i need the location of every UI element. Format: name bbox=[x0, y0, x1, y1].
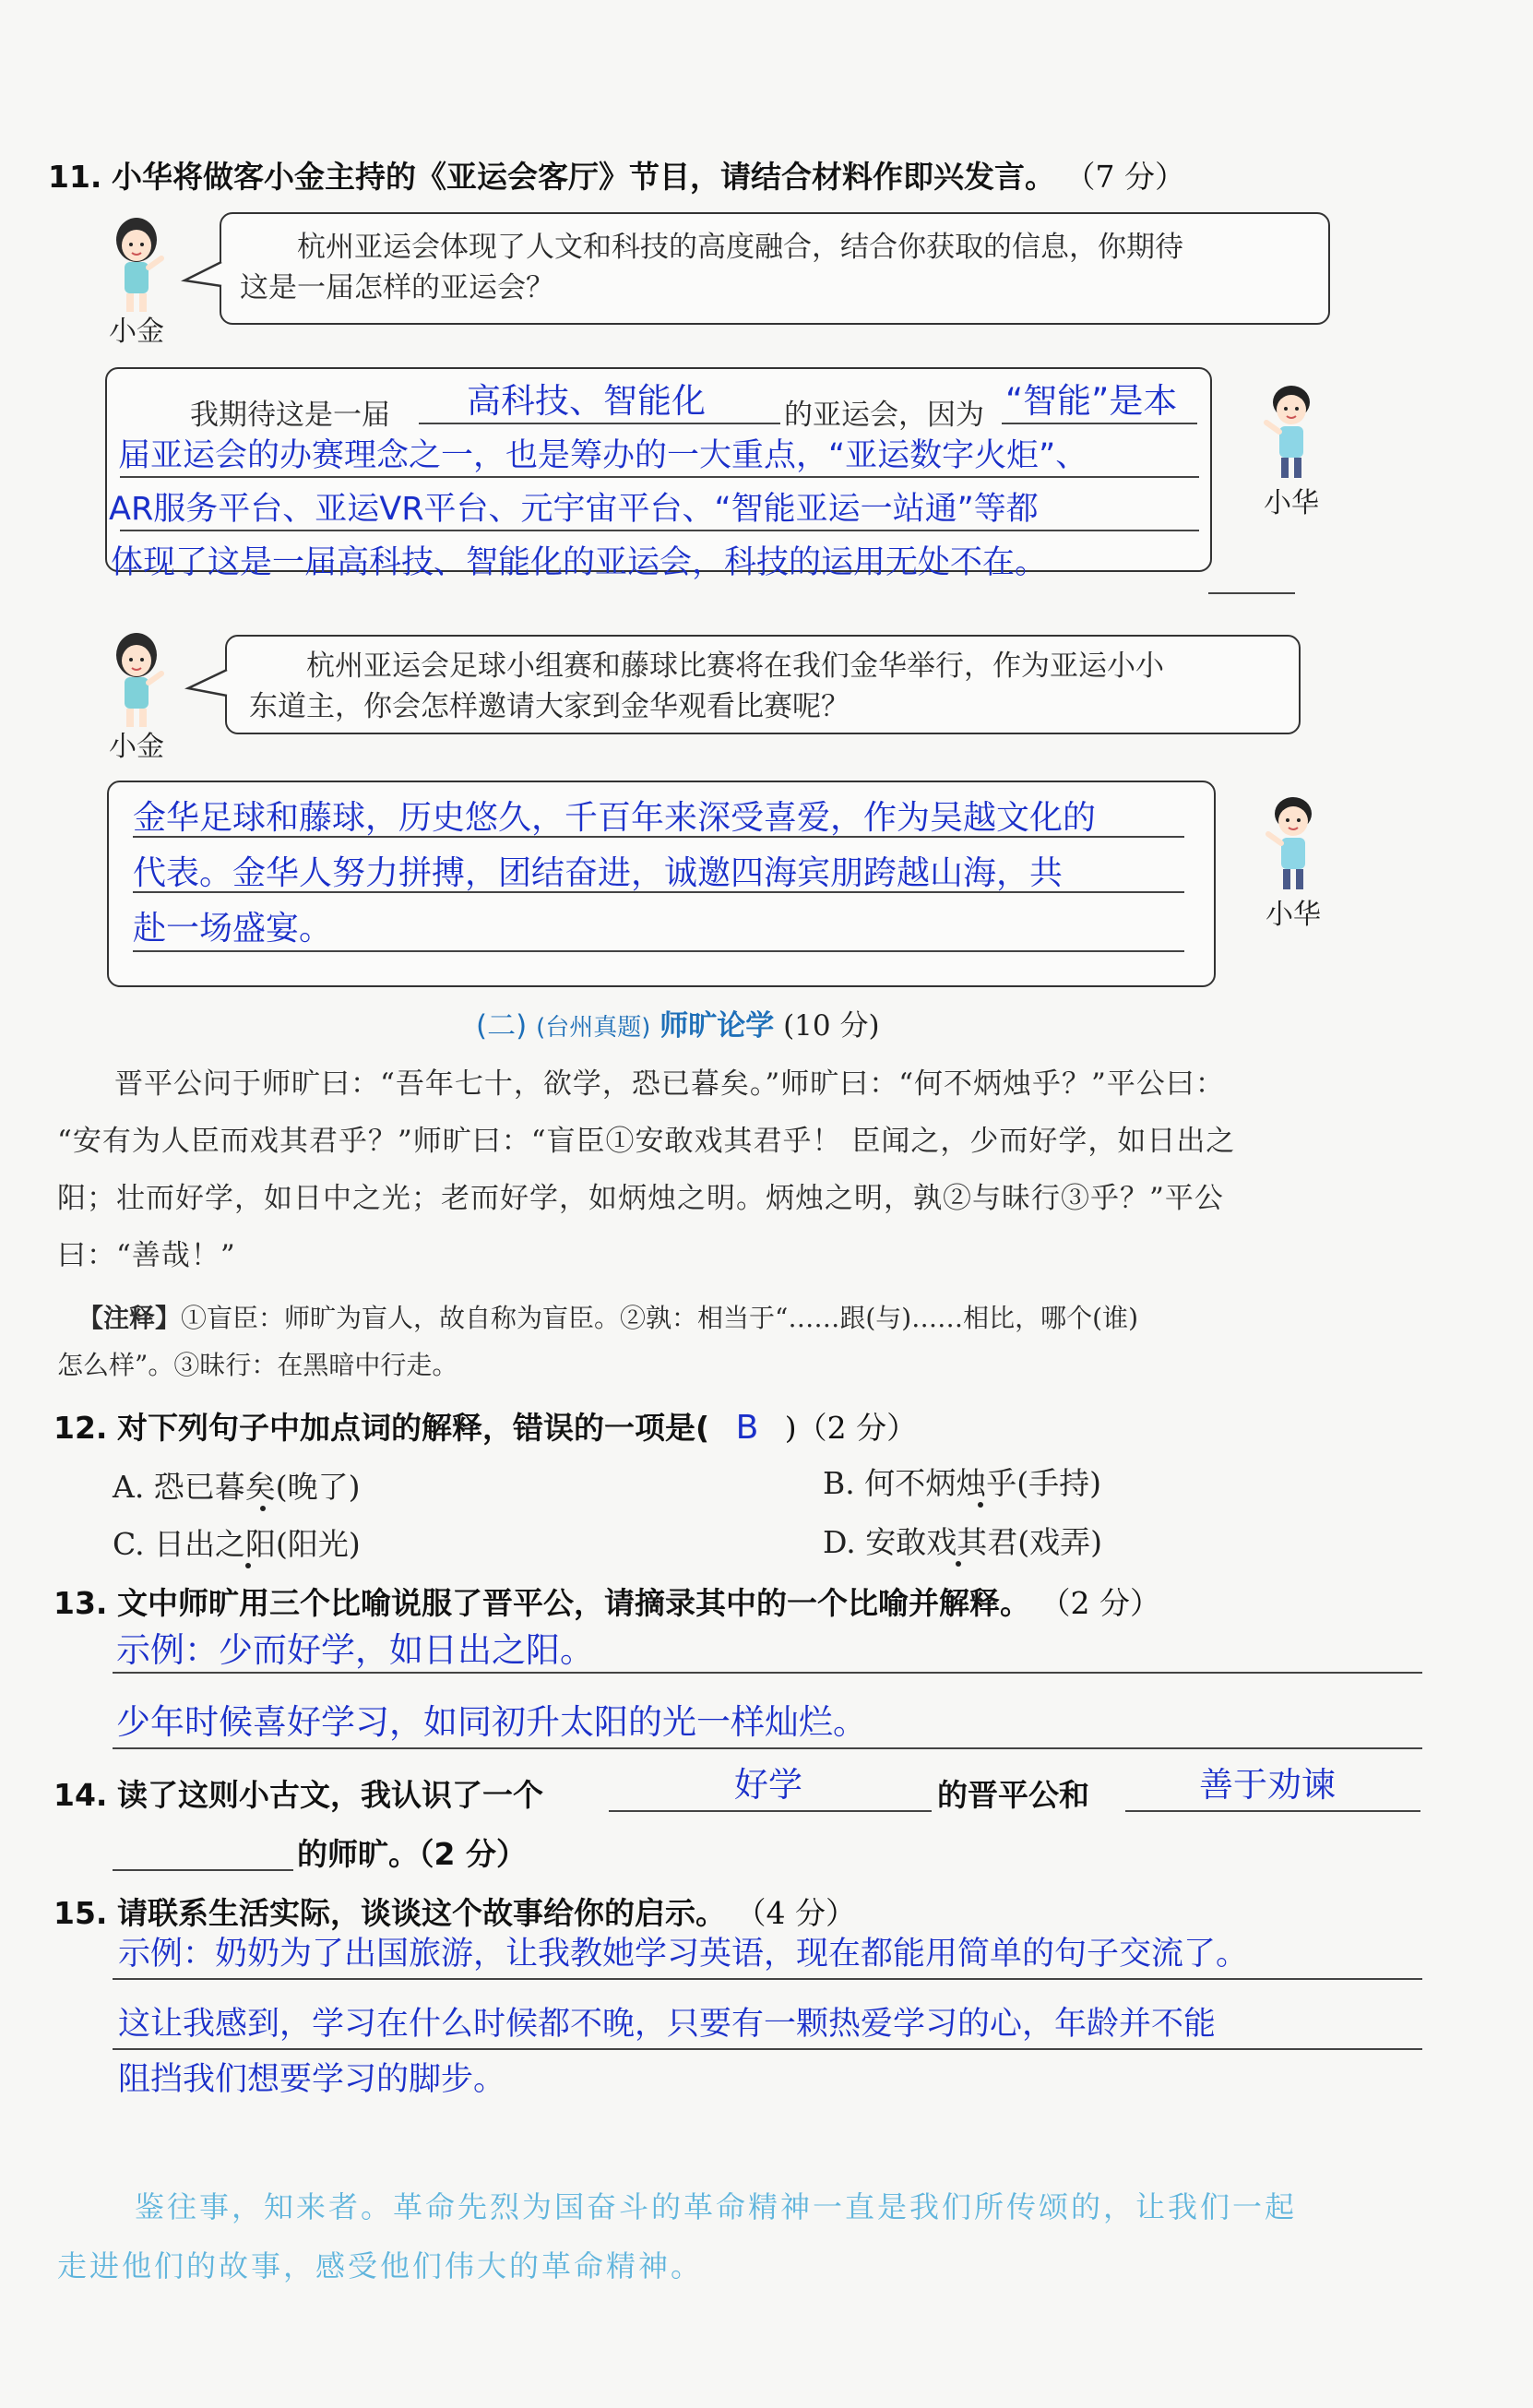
section2-title: 师旷论学 bbox=[660, 1009, 775, 1043]
q14-text2: 的晋平公和 bbox=[937, 1777, 1089, 1813]
answer1-prefix: 我期待这是一届 bbox=[190, 399, 390, 432]
q13-answer-line1: 示例：少而好学，如日出之阳。 bbox=[116, 1630, 594, 1670]
footer-line2: 走进他们的故事，感受他们伟大的革命精神。 bbox=[57, 2248, 704, 2283]
q15-number: 15. bbox=[53, 1895, 108, 1931]
answer1-line2: 届亚运会的办赛理念之一，也是筹办的一大重点，“亚运数字火炬”、 bbox=[118, 437, 1088, 474]
passage-line2: “安有为人臣而戏其君乎？”师旷曰：“盲臣①安敢戏其君乎！ 臣闻之，少而好学，如日出之 bbox=[57, 1125, 1236, 1158]
q14-text3: 的师旷。（2 分） bbox=[297, 1836, 527, 1872]
emphasis-dot-b bbox=[978, 1502, 983, 1508]
q15-stem bbox=[53, 1889, 856, 1933]
q13-answer-line2: 少年时候喜好学习，如同初升太阳的光一样灿烂。 bbox=[116, 1702, 867, 1742]
emphasis-dot-a bbox=[260, 1506, 266, 1511]
xiaojin-speech-bubble-1 bbox=[220, 212, 1330, 325]
answer2-ruling-3 bbox=[133, 950, 1184, 952]
q15-ruling-2 bbox=[113, 2048, 1422, 2050]
xiaohua-label-2: 小华 bbox=[1266, 899, 1321, 931]
note-line1: ①盲臣：师旷为盲人，故自称为盲臣。②孰：相当于“……跟(与)……相比，哪个(谁) bbox=[181, 1303, 1139, 1333]
emphasis-dot-c bbox=[245, 1563, 251, 1568]
section2-source: (台州真题) bbox=[536, 1014, 651, 1042]
q12-option-a: A. 恐已暮矣(晚了) bbox=[113, 1469, 361, 1505]
q13-stem bbox=[53, 1580, 1160, 1623]
q12-option-c: C. 日出之阳(阳光) bbox=[113, 1526, 361, 1562]
xiaojin-label-2: 小金 bbox=[109, 731, 164, 763]
emphasis-dot-d bbox=[956, 1561, 961, 1567]
q12-tail: )（2 分） bbox=[784, 1410, 918, 1446]
xiaojin-speech-bubble-2 bbox=[225, 635, 1301, 734]
bubble1-tail bbox=[181, 258, 225, 295]
bubble1-line1: 杭州亚运会体现了人文和科技的高度融合，结合你获取的信息，你期待 bbox=[297, 231, 1183, 264]
q11-score: （7 分） bbox=[1064, 159, 1185, 195]
bubble2-line2: 东道主，你会怎样邀请大家到金华观看比赛呢？ bbox=[249, 690, 850, 723]
q14-text1: 读了这则小古文，我认识了一个 bbox=[116, 1777, 543, 1813]
xiaohua-label-1: 小华 bbox=[1264, 487, 1319, 519]
q12-option-d: D. 安敢戏其君(戏弄) bbox=[823, 1524, 1103, 1560]
answer1-ruling-2 bbox=[120, 476, 1199, 478]
answer1-tail-line bbox=[1002, 423, 1197, 424]
q14-number: 14. bbox=[53, 1777, 108, 1813]
answer2-line1: 金华足球和藤球，历史悠久，千百年来深受喜爱，作为吴越文化的 bbox=[133, 799, 1097, 837]
q15-answer-line3: 阻挡我们想要学习的脚步。 bbox=[118, 2061, 506, 2098]
q12-option-b: B. 何不炳烛乎(手持) bbox=[823, 1465, 1101, 1501]
q14-blank-2 bbox=[1125, 1810, 1420, 1812]
passage-line4: 曰：“善哉！” bbox=[57, 1239, 236, 1272]
section2-header bbox=[476, 1002, 880, 1043]
q12-number: 12. bbox=[53, 1410, 108, 1446]
bubble1-line2: 这是一届怎样的亚运会？ bbox=[240, 271, 554, 304]
q15-answer-line1: 示例：奶奶为了出国旅游，让我教她学习英语，现在都能用简单的句子交流了。 bbox=[118, 1936, 1249, 1973]
boy-xiaohua-icon bbox=[1259, 380, 1324, 482]
passage bbox=[57, 1055, 1441, 1284]
answer1-ruling-4 bbox=[1208, 592, 1295, 594]
q12-answer: B bbox=[735, 1409, 759, 1447]
bubble2-tail bbox=[184, 666, 229, 703]
notes bbox=[77, 1292, 1138, 1345]
answer2-line3: 赴一场盛宴。 bbox=[133, 910, 333, 948]
answer1-fill: 高科技、智能化 bbox=[467, 381, 706, 421]
q14-fill1: 好学 bbox=[734, 1765, 802, 1805]
q15-answer-line2: 这让我感到，学习在什么时候都不晚，只要有一颗热爱学习的心，年龄并不能 bbox=[118, 2006, 1217, 2043]
girl-xiaojin-icon bbox=[104, 629, 169, 731]
xiaojin-label-1: 小金 bbox=[109, 316, 164, 348]
bubble2-line1: 杭州亚运会足球小组赛和藤球比赛将在我们金华举行，作为亚运小小 bbox=[306, 650, 1164, 683]
answer1-line3: AR服务平台、亚运VR平台、元宇宙平台、“智能亚运一站通”等都 bbox=[109, 491, 1039, 528]
section2-prefix: (二) bbox=[476, 1009, 528, 1043]
q13-ruling-2 bbox=[113, 1747, 1422, 1749]
answer2-line2: 代表。金华人努力拼搏，团结奋进，诚邀四海宾朋跨越山海，共 bbox=[133, 854, 1064, 892]
q14-blank-1 bbox=[609, 1810, 932, 1812]
note-line2: 怎么样”。③昧行：在黑暗中行走。 bbox=[57, 1350, 458, 1380]
q11-text: 小华将做客小金主持的《亚运会客厅》节目，请结合材料作即兴发言。 bbox=[111, 159, 1055, 195]
q15-text: 请联系生活实际，谈谈这个故事给你的启示。 bbox=[116, 1895, 726, 1931]
q13-score: （2 分） bbox=[1040, 1585, 1160, 1621]
q14-blank-2-cont bbox=[113, 1869, 293, 1871]
xiaohua-figure-2 bbox=[1249, 792, 1337, 932]
answer1-ruling-3 bbox=[120, 530, 1199, 531]
q13-text: 文中师旷用三个比喻说服了晋平公，请摘录其中的一个比喻并解释。 bbox=[116, 1585, 1030, 1621]
answer2-ruling-2 bbox=[133, 891, 1184, 893]
passage-line3: 阳；壮而好学，如日中之光；老而好学，如炳烛之明。炳烛之明，孰②与昧行③乎？”平公 bbox=[57, 1182, 1224, 1215]
q12-text: 对下列句子中加点词的解释，错误的一项是( bbox=[116, 1410, 710, 1446]
answer1-mid: 的亚运会，因为 bbox=[784, 399, 984, 432]
q15-score: （4 分） bbox=[735, 1895, 856, 1931]
girl-xiaojin-icon bbox=[104, 214, 169, 316]
note-label: 【注释】 bbox=[77, 1303, 182, 1333]
answer2-ruling-1 bbox=[133, 836, 1184, 838]
q14-fill2: 善于劝谏 bbox=[1199, 1765, 1336, 1805]
xiaohua-figure-1 bbox=[1247, 380, 1336, 520]
passage-line1: 晋平公问于师旷曰：“吾年七十，欲学，恐已暮矣。”师旷曰：“何不炳烛乎？”平公曰： bbox=[114, 1067, 1225, 1101]
q11-stem bbox=[48, 153, 1185, 197]
q13-number: 13. bbox=[53, 1585, 108, 1621]
answer1-blank-line bbox=[419, 423, 780, 424]
section2-score: (10 分) bbox=[783, 1009, 880, 1043]
q13-ruling-1 bbox=[113, 1672, 1422, 1674]
q12-stem bbox=[53, 1404, 917, 1448]
xiaojin-figure-1 bbox=[100, 214, 173, 349]
answer1-line1-tail: “智能”是本 bbox=[1005, 381, 1178, 421]
boy-xiaohua-icon bbox=[1261, 792, 1325, 893]
q15-ruling-1 bbox=[113, 1978, 1422, 1980]
footer-line1: 鉴往事，知来者。革命先烈为国奋斗的革命精神一直是我们所传颂的，让我们一起 bbox=[135, 2189, 1298, 2224]
q14-line1 bbox=[53, 1771, 543, 1815]
xiaojin-figure-2 bbox=[100, 629, 173, 764]
answer1-line4: 体现了这是一届高科技、智能化的亚运会，科技的运用无处不在。 bbox=[111, 544, 1048, 581]
footer-text bbox=[57, 2177, 1297, 2295]
q11-number: 11. bbox=[48, 159, 102, 195]
